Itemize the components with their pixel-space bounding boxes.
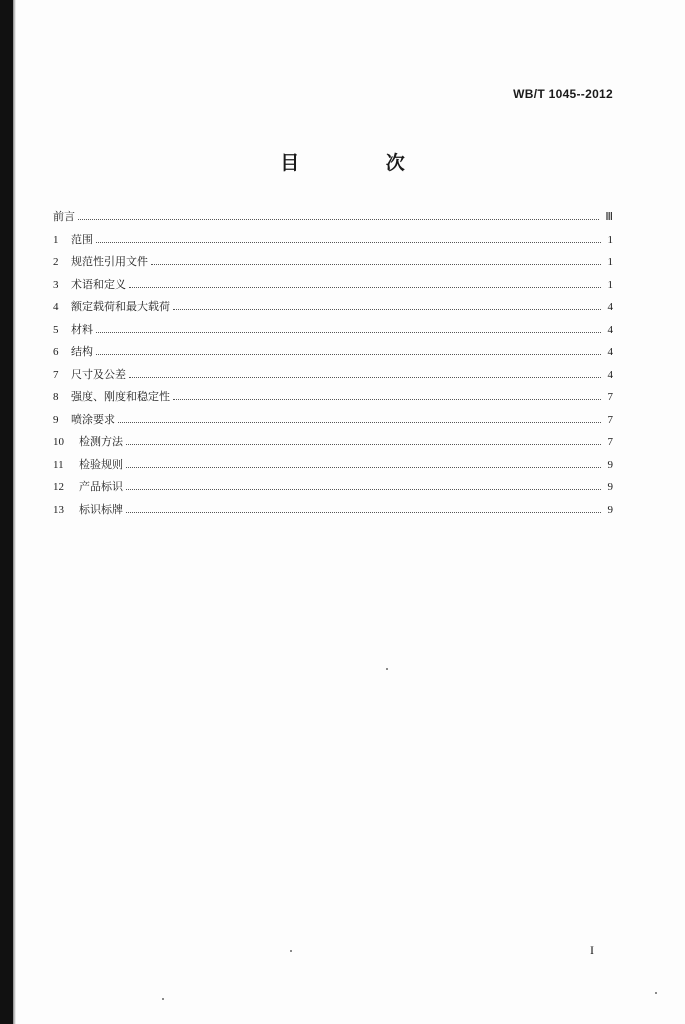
toc-dot-leader (126, 511, 601, 513)
toc-entry-label: 前言 (53, 210, 75, 223)
toc-dot-leader (126, 443, 601, 445)
toc-entry[interactable] (53, 229, 613, 252)
toc-entry-number: 11 (53, 458, 64, 471)
toc-dot-leader (126, 488, 601, 490)
toc-entry-number: 8 (53, 391, 59, 403)
toc-entry-page: 7 (607, 436, 613, 448)
toc-entry-number: 7 (53, 368, 59, 381)
toc-entry-page: 4 (607, 323, 613, 336)
toc-entry-label: 产品标识 (79, 480, 123, 493)
toc-entry[interactable] (53, 296, 613, 319)
toc-entry-number: 6 (53, 346, 59, 358)
toc-dot-leader (173, 308, 601, 310)
toc-entry-page: 9 (607, 481, 613, 493)
toc-dot-leader (151, 263, 601, 265)
toc-entry-page: Ⅲ (605, 211, 613, 223)
scan-speck (290, 950, 292, 952)
toc-entry-number: 12 (53, 481, 64, 493)
toc-entry-page: 1 (607, 233, 613, 246)
toc-dot-leader (78, 218, 599, 220)
toc-entry-number: 9 (53, 413, 59, 426)
toc-entry-label: 检验规则 (79, 457, 123, 471)
toc-entry-label: 额定载荷和最大载荷 (71, 300, 170, 313)
toc-entry-page: 4 (607, 301, 613, 313)
toc-entry-label: 术语和定义 (71, 277, 126, 291)
toc-entry-label: 标识标牌 (79, 502, 123, 516)
toc-entry-page: 9 (607, 458, 613, 471)
toc-entry-label: 材料 (71, 322, 93, 336)
toc-entry-label: 规范性引用文件 (71, 255, 148, 268)
toc-entry-page: 1 (607, 278, 613, 291)
toc-entry-page: 9 (607, 503, 613, 516)
toc-entry[interactable] (53, 476, 613, 499)
toc-dot-leader (96, 331, 601, 333)
toc-entry-number: 10 (53, 436, 64, 448)
toc-entry-page: 4 (607, 368, 613, 381)
toc-dot-leader (96, 353, 601, 355)
toc-entry[interactable] (53, 364, 613, 387)
toc-entry[interactable] (53, 499, 613, 522)
toc-entry-number: 2 (53, 256, 59, 268)
toc-entry-number: 5 (53, 323, 59, 336)
toc-entry[interactable] (53, 274, 613, 297)
toc-dot-leader (129, 286, 601, 288)
toc-entry[interactable] (53, 454, 613, 477)
toc-entry-page: 1 (607, 256, 613, 268)
toc-dot-leader (129, 376, 601, 378)
toc-entry-number: 1 (53, 233, 59, 246)
scan-speck (655, 992, 657, 994)
toc-entry-label: 范围 (71, 232, 93, 246)
toc-dot-leader (126, 466, 601, 468)
toc-dot-leader (118, 421, 601, 423)
toc-dot-leader (96, 241, 601, 243)
scan-speck (162, 998, 164, 1000)
toc-entry[interactable] (53, 409, 613, 432)
toc-entry-page: 7 (607, 413, 613, 426)
toc-entry-page: 4 (607, 346, 613, 358)
standard-code: WB/T 1045--2012 (513, 87, 613, 101)
toc-entry-page: 7 (607, 391, 613, 403)
toc-entry[interactable] (53, 206, 613, 229)
toc-entry[interactable] (53, 341, 613, 364)
toc-dot-leader (173, 398, 601, 400)
scan-speck (386, 668, 388, 670)
toc-entry[interactable] (53, 431, 613, 454)
toc-entry-number: 4 (53, 301, 59, 313)
toc-entry-label: 尺寸及公差 (71, 367, 126, 381)
page-number: I (590, 943, 594, 957)
toc-entry-label: 结构 (71, 345, 93, 358)
toc-entry-label: 喷涂要求 (71, 412, 115, 426)
toc-entry-label: 检测方法 (79, 435, 123, 448)
toc-entry[interactable] (53, 386, 613, 409)
toc-entry[interactable] (53, 251, 613, 274)
toc-entry-label: 强度、刚度和稳定性 (71, 390, 170, 403)
page-title: 目 次 (280, 152, 445, 174)
toc-entry-number: 13 (53, 503, 64, 516)
toc-entry-number: 3 (53, 278, 59, 291)
toc-entry[interactable] (53, 319, 613, 342)
table-of-contents (53, 206, 613, 521)
